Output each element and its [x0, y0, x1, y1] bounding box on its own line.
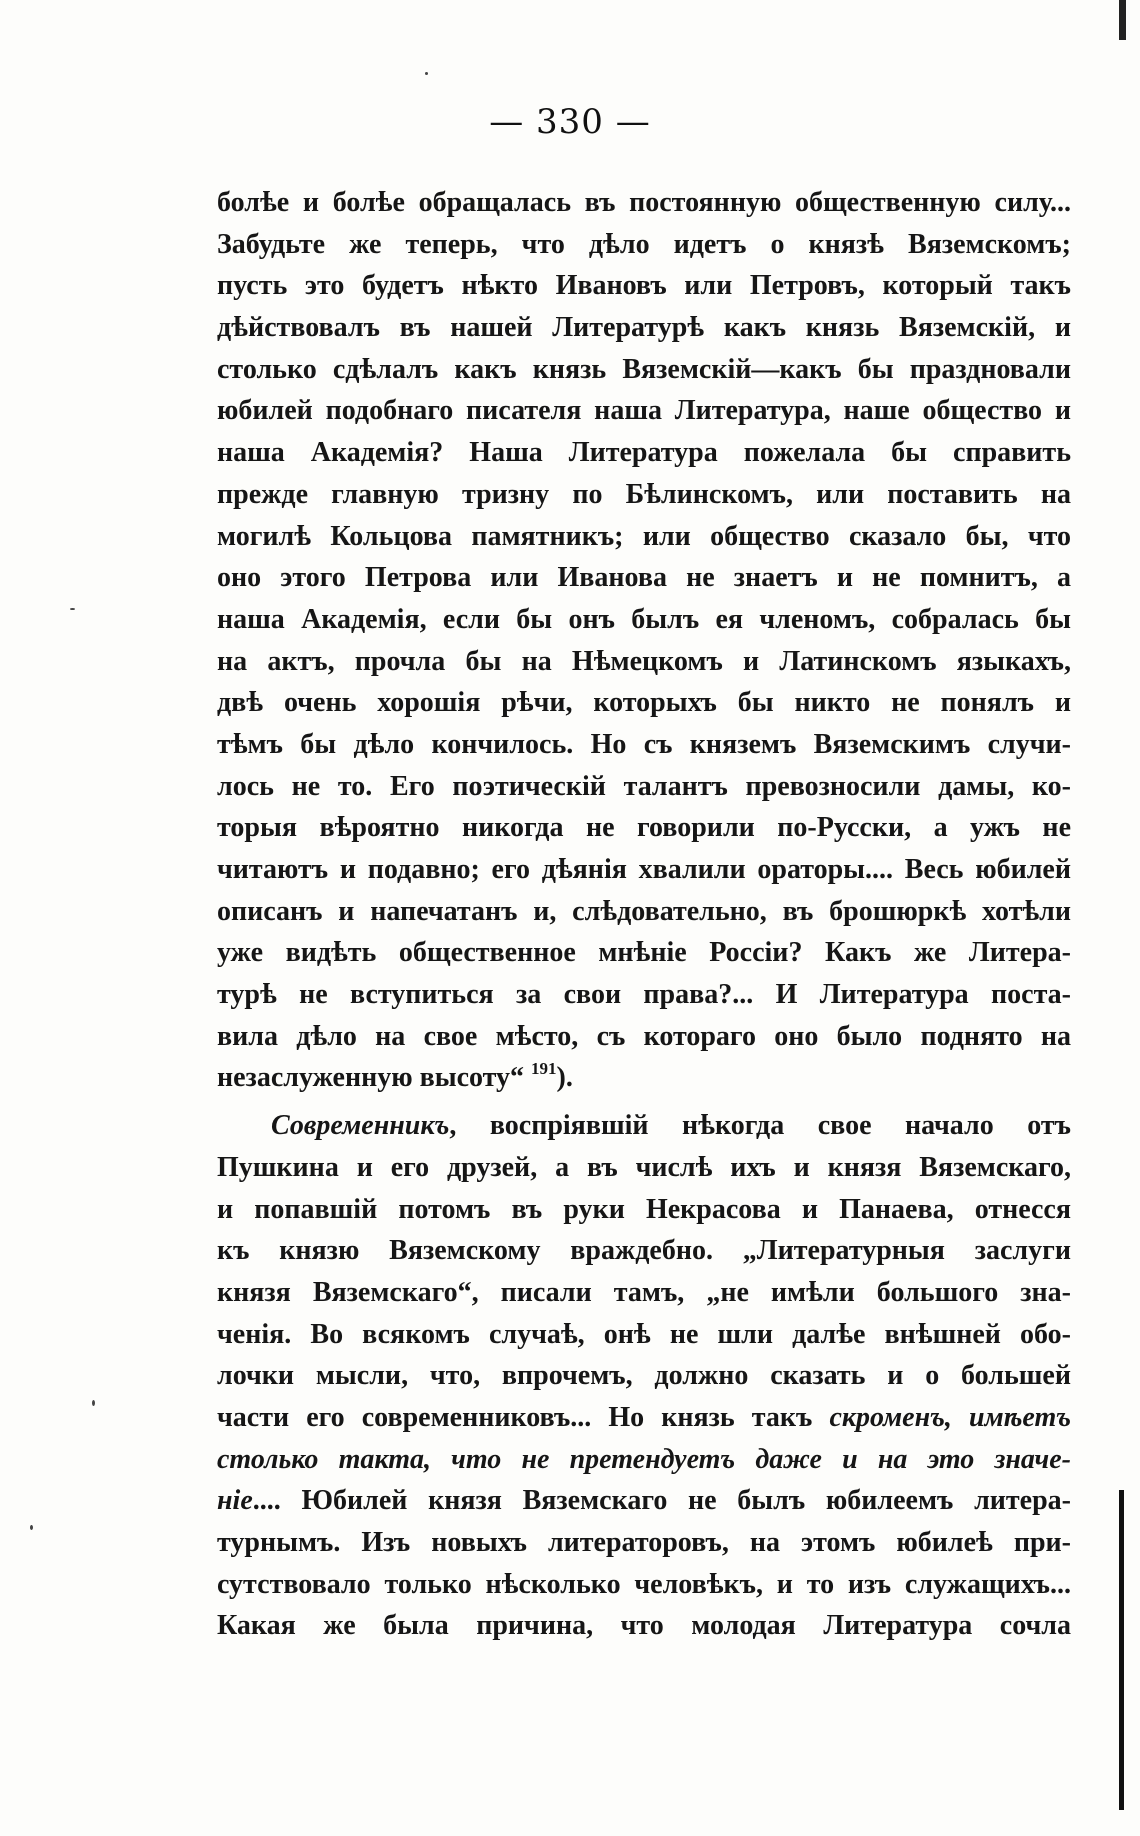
text-line: дѣйствовалъ въ нашей Литературѣ какъ князь Вяземскій, и [217, 312, 1071, 344]
text-line: могилѣ Кольцова памятникъ; или общество сказало бы, что [217, 520, 1071, 552]
text-line [217, 1480, 1071, 1522]
text-line: наша Академія? Наша Литература пожелала бы справить [217, 437, 1071, 469]
line-text: , воспріявшій нѣкогда свое начало отъ [449, 1110, 1071, 1142]
page-number: — 330 — [489, 102, 651, 142]
scan-edge-mark [1119, 0, 1126, 40]
italic-text: скроменъ, имѣетъ [829, 1401, 1072, 1433]
paragraph-sovremennik [217, 1105, 1071, 1647]
scan-speck [92, 1400, 95, 1406]
footnote-ref: 191 [531, 1059, 557, 1079]
text-line: наша Академія, если бы онъ былъ ея членомъ, собралась бы [217, 603, 1071, 635]
text-line: юбилей подобнаго писателя наша Литература, наше общество и [217, 395, 1071, 427]
text-line: турѣ не вступиться за свои права?... И Литература поста- [217, 979, 1071, 1011]
text-line: уже видѣть общественное мнѣніе Россіи? Какъ же Литера- [217, 937, 1071, 969]
text-line: столько такта, что не претендуетъ даже и на это значе- [217, 1443, 1071, 1475]
scan-speck [70, 608, 75, 610]
text-line: на актъ, прочла бы на Нѣмецкомъ и Латинскомъ языкахъ, [217, 645, 1071, 677]
line-text: .... Юбилей князя Вяземскаго не былъ юбилеемъ литера- [252, 1485, 1071, 1517]
line-text: ). [556, 1062, 573, 1094]
line-text: части его современниковъ... Но князь такъ [217, 1401, 830, 1433]
text-line: сутствовало только нѣсколько человѣкъ, и то изъ служащихъ... [217, 1568, 1071, 1600]
text-line: лочки мысли, что, впрочемъ, должно сказать и о большей [217, 1360, 1071, 1392]
text-line: болѣе и болѣе обращалась въ постоянную общественную силу... [217, 187, 1071, 218]
text-line: къ князю Вяземскому враждебно. „Литературныя заслуги [217, 1235, 1071, 1267]
scan-edge-mark [1119, 1490, 1124, 1810]
text-line: прежде главную тризну по Бѣлинскомъ, или поставить на [217, 478, 1071, 510]
paragraph-quote [217, 182, 1071, 1099]
text-line: и попавшій потомъ въ руки Некрасова и Панаева, отнесся [217, 1193, 1071, 1225]
text-line [217, 1397, 1071, 1439]
body-text [217, 182, 1071, 1647]
text-line: Пушкина и его друзей, а въ числѣ ихъ и князя Вяземскаго, [217, 1151, 1071, 1183]
line-text: незаслуженную высоту“ [217, 1062, 525, 1094]
text-line: турнымъ. Изъ новыхъ литераторовъ, на этомъ юбилеѣ при- [217, 1527, 1071, 1558]
text-line: князя Вяземскаго“, писали тамъ, „не имѣли большого зна- [217, 1276, 1071, 1308]
text-line: читаютъ и подавно; его дѣянія хвалили ораторы.... Весь юбилей [217, 854, 1071, 885]
text-line: описанъ и напечатанъ и, слѣдовательно, въ брошюркѣ хотѣли [217, 895, 1071, 927]
journal-title: Современникъ [271, 1110, 450, 1142]
text-line: Какая же была причина, что молодая Литература сочла [217, 1610, 1071, 1642]
text-line: двѣ очень хорошія рѣчи, которыхъ бы никто не понялъ и [217, 687, 1071, 719]
scan-speck [30, 1525, 33, 1530]
text-line: столько сдѣлалъ какъ князь Вяземскій—какъ бы праздновали [217, 353, 1071, 385]
text-line [217, 1105, 1071, 1147]
scan-speck [425, 72, 428, 75]
text-line: тѣмъ бы дѣло кончилось. Но съ княземъ Вяземскимъ случи- [217, 728, 1071, 760]
text-line: лось не то. Его поэтическій талантъ превозносили дамы, ко- [217, 770, 1071, 802]
text-line: пусть это будетъ нѣкто Ивановъ или Петровъ, который такъ [217, 270, 1071, 302]
text-line: ченія. Во всякомъ случаѣ, онѣ не шли далѣе внѣшней обо- [217, 1318, 1071, 1350]
text-line: Забудьте же теперь, что дѣло идетъ о князѣ Вяземскомъ; [217, 228, 1071, 260]
text-line: оно этого Петрова или Иванова не знаетъ и не помнитъ, а [217, 562, 1071, 594]
text-line: торыя вѣроятно никогда не говорили по-Русски, а ужъ не [217, 812, 1071, 844]
italic-text: ніе [217, 1485, 253, 1517]
text-line [217, 1057, 1071, 1099]
text-line: вила дѣло на свое мѣсто, съ котораго оно было поднято на [217, 1020, 1071, 1052]
